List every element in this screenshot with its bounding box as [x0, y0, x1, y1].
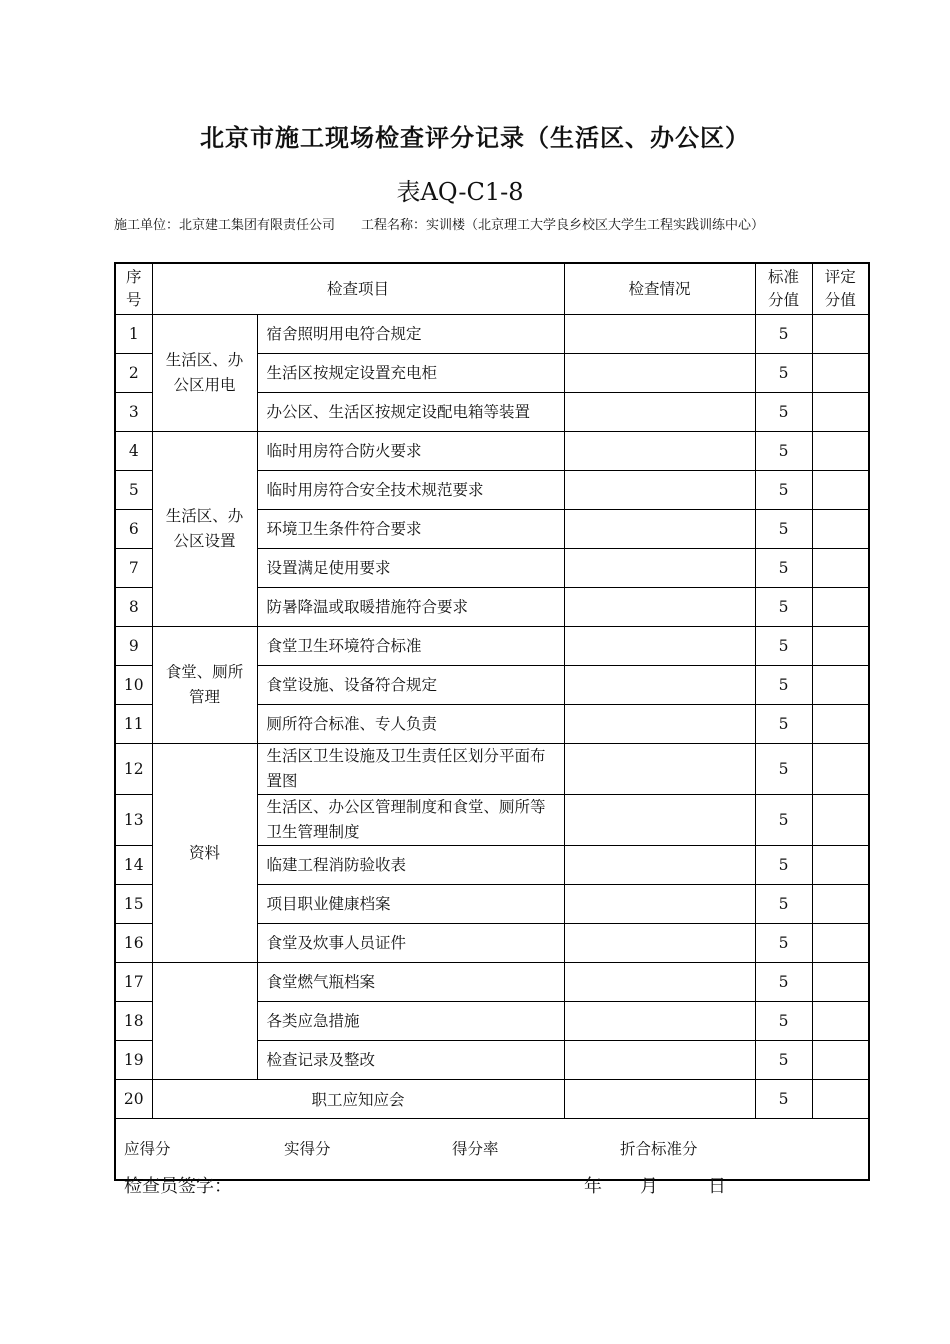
table-row [115, 432, 869, 471]
row-status-cell[interactable] [564, 432, 755, 471]
row-rated-cell[interactable] [812, 1041, 869, 1080]
row-rated-cell[interactable] [812, 588, 869, 627]
row-rated-cell[interactable] [812, 432, 869, 471]
row-status-cell[interactable] [564, 795, 755, 846]
year-label: 年 [584, 1176, 602, 1197]
row-rated-cell[interactable] [812, 924, 869, 963]
row-status-cell[interactable] [564, 315, 755, 354]
row-item: 食堂卫生环境符合标准 [257, 627, 564, 666]
row-status-cell[interactable] [564, 1080, 755, 1119]
row-rated-cell[interactable] [812, 627, 869, 666]
table-row [115, 627, 869, 666]
row-item: 临建工程消防验收表 [257, 846, 564, 885]
row-status-cell[interactable] [564, 627, 755, 666]
row-no: 11 [115, 705, 152, 744]
group-label: 食堂、厕所管理 [152, 627, 257, 744]
row-status-cell[interactable] [564, 885, 755, 924]
summary-cell [115, 1119, 869, 1181]
row-no: 5 [115, 471, 152, 510]
row-no: 14 [115, 846, 152, 885]
header-item: 检查项目 [152, 263, 564, 315]
header-status: 检查情况 [564, 263, 755, 315]
row-status-cell[interactable] [564, 963, 755, 1002]
row-no: 17 [115, 963, 152, 1002]
group-label: 生活区、办公区设置 [152, 432, 257, 627]
row-rated-cell[interactable] [812, 1080, 869, 1119]
row-no: 4 [115, 432, 152, 471]
row-item: 职工应知应会 [152, 1080, 564, 1119]
row-score: 5 [755, 627, 812, 666]
row-item: 临时用房符合安全技术规范要求 [257, 471, 564, 510]
row-item: 检查记录及整改 [257, 1041, 564, 1080]
score-rate-label: 得分率 [452, 1140, 499, 1158]
row-score: 5 [755, 393, 812, 432]
row-no: 15 [115, 885, 152, 924]
row-rated-cell[interactable] [812, 510, 869, 549]
summary-row [115, 1119, 869, 1181]
row-status-cell[interactable] [564, 1041, 755, 1080]
row-item: 厕所符合标准、专人负责 [257, 705, 564, 744]
table-row [115, 744, 869, 795]
row-no: 3 [115, 393, 152, 432]
row-score: 5 [755, 744, 812, 795]
row-rated-cell[interactable] [812, 354, 869, 393]
row-no: 1 [115, 315, 152, 354]
row-no: 8 [115, 588, 152, 627]
row-no: 12 [115, 744, 152, 795]
row-score: 5 [755, 1002, 812, 1041]
row-item: 生活区、办公区管理制度和食堂、厕所等卫生管理制度 [257, 795, 564, 846]
row-status-cell[interactable] [564, 846, 755, 885]
row-item: 生活区卫生设施及卫生责任区划分平面布置图 [257, 744, 564, 795]
row-score: 5 [755, 1041, 812, 1080]
row-score: 5 [755, 315, 812, 354]
row-item: 食堂设施、设备符合规定 [257, 666, 564, 705]
row-no: 18 [115, 1002, 152, 1041]
row-rated-cell[interactable] [812, 795, 869, 846]
row-no: 10 [115, 666, 152, 705]
row-status-cell[interactable] [564, 393, 755, 432]
row-status-cell[interactable] [564, 354, 755, 393]
group-label [152, 963, 257, 1080]
row-status-cell[interactable] [564, 549, 755, 588]
table-row [115, 1080, 869, 1119]
inspector-signature-label: 检查员签字： [124, 1176, 232, 1197]
row-rated-cell[interactable] [812, 393, 869, 432]
row-no: 20 [115, 1080, 152, 1119]
row-score: 5 [755, 795, 812, 846]
row-no: 9 [115, 627, 152, 666]
row-no: 7 [115, 549, 152, 588]
row-rated-cell[interactable] [812, 846, 869, 885]
table-row [115, 963, 869, 1002]
row-status-cell[interactable] [564, 744, 755, 795]
project-info: 施工单位：北京建工集团有限责任公司 工程名称：实训楼（北京理工大学良乡校区大学生工程实践训练中心） [114, 218, 765, 233]
row-status-cell[interactable] [564, 510, 755, 549]
row-score: 5 [755, 924, 812, 963]
group-label: 资料 [152, 744, 257, 963]
header-standard: 标准分值 [755, 263, 812, 315]
row-rated-cell[interactable] [812, 666, 869, 705]
header-rated: 评定分值 [812, 263, 869, 315]
row-status-cell[interactable] [564, 471, 755, 510]
row-score: 5 [755, 1080, 812, 1119]
row-status-cell[interactable] [564, 666, 755, 705]
row-item: 临时用房符合防火要求 [257, 432, 564, 471]
table-header-row [115, 263, 869, 315]
row-score: 5 [755, 666, 812, 705]
row-item: 环境卫生条件符合要求 [257, 510, 564, 549]
row-rated-cell[interactable] [812, 1002, 869, 1041]
header-no: 序号 [115, 263, 152, 315]
row-no: 19 [115, 1041, 152, 1080]
row-status-cell[interactable] [564, 705, 755, 744]
row-score: 5 [755, 588, 812, 627]
row-no: 16 [115, 924, 152, 963]
row-no: 6 [115, 510, 152, 549]
form-number: 表AQ-C1-8 [396, 178, 524, 206]
row-score: 5 [755, 549, 812, 588]
row-rated-cell[interactable] [812, 471, 869, 510]
row-rated-cell[interactable] [812, 885, 869, 924]
row-rated-cell[interactable] [812, 705, 869, 744]
row-no: 2 [115, 354, 152, 393]
row-item: 办公区、生活区按规定设配电箱等装置 [257, 393, 564, 432]
actual-score-label: 实得分 [284, 1140, 331, 1158]
row-item: 食堂燃气瓶档案 [257, 963, 564, 1002]
row-score: 5 [755, 885, 812, 924]
inspection-table [114, 262, 870, 1181]
page-title: 北京市施工现场检查评分记录（生活区、办公区） [200, 124, 750, 152]
row-score: 5 [755, 963, 812, 1002]
row-rated-cell[interactable] [812, 744, 869, 795]
group-label: 生活区、办公区用电 [152, 315, 257, 432]
row-score: 5 [755, 846, 812, 885]
row-item: 设置满足使用要求 [257, 549, 564, 588]
due-score-label: 应得分 [124, 1140, 171, 1158]
month-label: 月 [640, 1176, 658, 1197]
row-item: 防暑降温或取暖措施符合要求 [257, 588, 564, 627]
row-no: 13 [115, 795, 152, 846]
row-score: 5 [755, 705, 812, 744]
row-score: 5 [755, 432, 812, 471]
table-row [115, 315, 869, 354]
day-label: 日 [708, 1176, 726, 1197]
row-score: 5 [755, 471, 812, 510]
row-status-cell[interactable] [564, 924, 755, 963]
row-score: 5 [755, 354, 812, 393]
row-score: 5 [755, 510, 812, 549]
row-item: 生活区按规定设置充电柜 [257, 354, 564, 393]
row-rated-cell[interactable] [812, 315, 869, 354]
converted-score-label: 折合标准分 [620, 1140, 698, 1158]
row-status-cell[interactable] [564, 588, 755, 627]
row-item: 各类应急措施 [257, 1002, 564, 1041]
row-item: 项目职业健康档案 [257, 885, 564, 924]
row-rated-cell[interactable] [812, 549, 869, 588]
row-item: 宿舍照明用电符合规定 [257, 315, 564, 354]
row-rated-cell[interactable] [812, 963, 869, 1002]
row-status-cell[interactable] [564, 1002, 755, 1041]
row-item: 食堂及炊事人员证件 [257, 924, 564, 963]
